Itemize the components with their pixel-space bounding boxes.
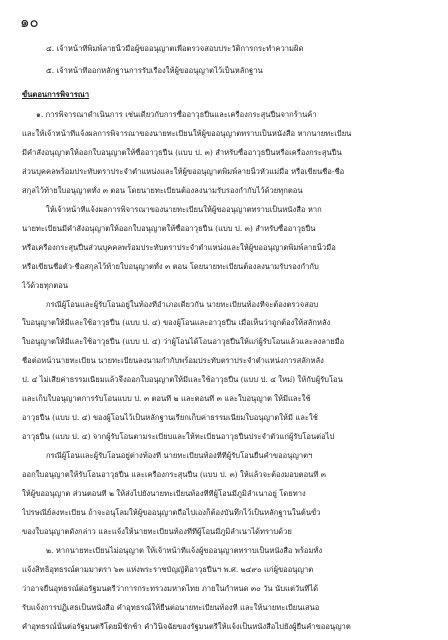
text-line: มีคำสั่งอนุญาตให้ออกใบอนุญาตให้ซื้ออาวุธปืน (แบบ ป. ๓) สำหรับซื้ออาวุธปืนหรือเครื่องกระสุนปืน bbox=[22, 148, 342, 157]
text-line: อาวุธปืน (แบบ ป. ๔) จากผู้รับโอนตามระเบียบและให้ทะเบียนอาวุธปืนประจำตัวแก่ผู้รับโอนต่อไป bbox=[22, 432, 335, 441]
text-line: และให้เจ้าหน้าที่แจ้งผลการพิจารณาของนายทะเบียนให้ผู้ขออนุญาตทราบเป็นหนังสือ หากนายทะเบียน bbox=[22, 129, 352, 138]
text-line: กรณีผู้โอนและผู้รับโอนอยู่ต่างท้องที่ นายทะเบียนท้องที่ที่ผู้รับโอนยื่นคำขออนุญาตฯ bbox=[46, 451, 313, 460]
page-number: ๑๐ bbox=[20, 13, 39, 31]
text-line: ใบอนุญาตให้มีและใช้อาวุธปืน (แบบ ป. ๔) ของผู้โอนและอาวุธปืน เมื่อเห็นว่าถูกต้องให้สลักหลัง bbox=[22, 318, 331, 327]
text-line: และเก็บใบอนุญาตการรับโอนแบบ ป. ๓ ตอนที่ ๒ และตอนที่ ๓ และใบอนุญาต ให้มีและใช้ bbox=[22, 394, 311, 403]
text-line: อาวุธปืน (แบบ ป. ๔) ของผู้โอนไว้เป็นหลักฐานเรียกเก็บค่าธรรมเนียมใบอนุญาตให้มี และใช้ bbox=[22, 413, 318, 422]
text-line: ๑. การพิจารณาดำเนินการ เช่นเดียวกับการซื้ออาวุธปืนและเครื่องกระสุนปืนจากร้านค้า bbox=[36, 110, 317, 119]
text-line: ชื่อต่อหน้านายทะเบียน นายทะเบียนลงนามกำกับพร้อมประทับตราประจำตำแหน่งการสลักหลัง bbox=[22, 356, 324, 365]
text-line: ๔. เจ้าหน้าที่พิมพ์ลายนิ้วมือผู้ขออนุญาตเพื่อตรวจสอบประวัติการกระทำความผิด bbox=[46, 44, 304, 53]
section-heading: ขั้นตอนการพิจารณา bbox=[22, 90, 90, 99]
text-line: ๕. เจ้าหน้าที่ออกหลักฐานการรับเรื่องให้ผู้ขออนุญาตไว้เป็นหลักฐาน bbox=[46, 66, 263, 75]
text-line: ให้เจ้าหน้าที่แจ้งผลการพิจารณาของนายทะเบียนให้ผู้ขออนุญาตทราบเป็นหนังสือ หาก bbox=[46, 205, 322, 214]
text-line: แจ้งสิทธิอุทธรณ์ตามมาตรา ๖๓ แห่งพระราชบัญญัติอาวุธปืนฯ พ.ศ. ๒๔๙๐ แก่ผู้ขออนุญาต bbox=[22, 565, 314, 574]
text-line: กรณีผู้โอนและผู้รับโอนอยู่ในท้องที่อำเภอเดียวกัน นายทะเบียนท้องที่จะต้องตรวจสอบ bbox=[46, 300, 319, 309]
text-line: ไปรษณีย์ลงทะเบียน ถ้าจะอนุโลมให้ผู้ขออนุญาตถือไปเองก็ต้องบันทึกไว้เป็นหลักฐานในต้นขั้ว bbox=[22, 508, 321, 517]
text-line: รับแจ้งการปฏิเสธเป็นหนังสือ คำอุทธรณ์ให้ยื่นต่อนายทะเบียนท้องที่ และให้นายทะเบียนเสนอ bbox=[22, 603, 320, 612]
text-line: ๒. หากนายทะเบียนไม่อนุญาต ให้เจ้าหน้าที่แจ้งผู้ขออนุญาตทราบเป็นหนังสือ พร้อมทั้ง bbox=[46, 546, 323, 555]
text-line: ไว้ด้วยทุกตอน bbox=[22, 281, 69, 290]
text-line: นายทะเบียนมีคำสั่งอนุญาตให้ออกใบอนุญาตให้ซื้ออาวุธปืน (แบบ ป. ๓) สำหรับซื้ออาวุธปืน bbox=[22, 224, 316, 233]
text-line: ใบอนุญาตให้มีและใช้อาวุธปืน (แบบ ป. ๔) ว่าผู้โอนได้โอนอาวุธปืนให้แก่ผู้รับโอนแล้วและลงลายมือ bbox=[22, 337, 345, 346]
text-line: หรือเขียนชื่อตัว-ชื่อสกุลไว้ท้ายใบอนุญาตทั้ง ๓ ตอน โดยนายทะเบียนต้องลงนามรับรองกำกับ bbox=[22, 262, 319, 271]
text-line: ส่วนบุคคลพร้อมประทับตราประจำตำแหน่งและให้ผู้ขออนุญาตพิมพ์ลายนิ้วหัวแม่มือ หรือเขียนชื่อ-ชื่อ bbox=[22, 167, 345, 176]
text-line: ป. ๔ ไม่เสียค่าธรรมเนียมแล้วจึงออกใบอนุญาตให้มีและใช้อาวุธปืน (แบบ ป. ๔ ใหม่) ให้กับผู้รับโอน bbox=[22, 375, 343, 384]
text-line: คำอุทธรณ์นั้นต่อรัฐมนตรีโดยมิชักช้า คำวินิจฉัยของรัฐมนตรีให้แจ้งเป็นหนังสือไปยังผู้ยื่นคำขออนุญาต bbox=[22, 622, 351, 631]
text-line: ว่าอาจยื่นอุทธรณ์ต่อรัฐมนตรีว่าการกระทรวงมหาดไทย ภายในกำหนด ๓๐ วัน นับแต่วันที่ได้ bbox=[22, 584, 319, 593]
text-line: ให้ผู้ขออนุญาต ส่วนตอนที่ ๒ ให้ส่งไปยังนายทะเบียนท้องที่ที่ผู้โอนมีภูมิลำเนาอยู่ โดยทาง bbox=[22, 489, 306, 498]
text-line: ออกใบอนุญาตให้รับโอนอาวุธปืน และเครื่องกระสุนปืน (แบบ ป. ๓) ให้แล้วจะต้องมอบตอนที่ ๓ bbox=[22, 470, 326, 479]
text-line: หรือเครื่องกระสุนปืนส่วนบุคคลพร้อมประทับตราประจำตำแหน่งและให้ผู้ขออนุญาตพิมพ์ลายนิ้วมือ bbox=[22, 243, 336, 252]
text-line: ของใบอนุญาตดังกล่าว และแจ้งให้นายทะเบียนท้องที่ที่ผู้โอนมีภูมิลำเนาได้ทราบด้วย bbox=[22, 527, 292, 536]
text-line: สกุลไว้ท้ายใบอนุญาตทั้ง ๓ ตอน โดยนายทะเบียนต้องลงนามรับรองกำกับไว้ด้วยทุกตอน bbox=[22, 186, 303, 195]
